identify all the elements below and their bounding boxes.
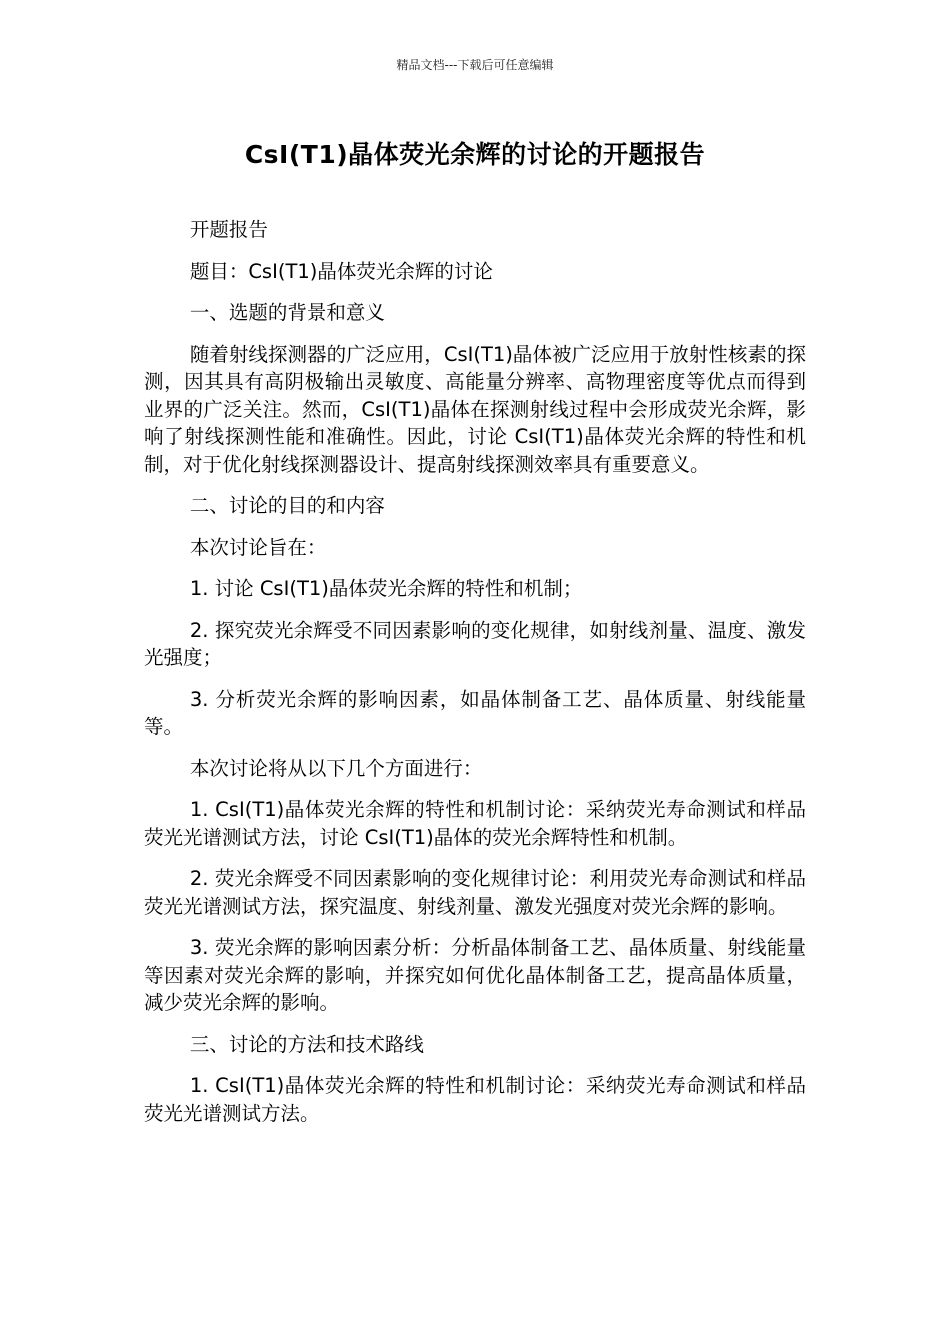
paragraph-aspect-3: 3. 荧光余辉的影响因素分析：分析晶体制备工艺、晶体质量、射线能量等因素对荧光余辉的影响，并探究如何优化晶体制备工艺，提高晶体质量，减少荧光余辉的影响。 bbox=[144, 936, 806, 1014]
section-heading-methods: 三、讨论的方法和技术路线 bbox=[189, 1032, 424, 1056]
document-body bbox=[144, 216, 806, 1141]
paragraph-aim-3: 3. 分析荧光余辉的影响因素，如晶体制备工艺、晶体质量、射线能量等。 bbox=[144, 687, 806, 738]
section-heading-background: 一、选题的背景和意义 bbox=[189, 301, 385, 324]
paragraph-report-label: 开题报告 bbox=[189, 218, 268, 241]
paragraph-aspect-1: 1. CsI(T1)晶体荧光余辉的特性和机制讨论：采纳荧光寿命测试和样品荧光光谱测试方法，讨论 CsI(T1)晶体的荧光余辉特性和机制。 bbox=[144, 798, 806, 849]
paragraph-method-1: 1. CsI(T1)晶体荧光余辉的特性和机制讨论：采纳荧光寿命测试和样品荧光光谱测试方法。 bbox=[144, 1074, 806, 1125]
header-note: 精品文档---下载后可任意编辑 bbox=[396, 58, 554, 72]
section-heading-purpose: 二、讨论的目的和内容 bbox=[189, 494, 385, 517]
paragraph-aim-2: 2. 探究荧光余辉受不同因素影响的变化规律，如射线剂量、温度、激发光强度； bbox=[144, 618, 806, 669]
paragraph-background: 随着射线探测器的广泛应用，CsI(T1)晶体被广泛应用于放射性核素的探测，因其具有高阴极输出灵敏度、高能量分辨率、高物理密度等优点而得到业界的广泛关注。然而，CsI(T1)晶体在探测射线过程中会形成荧光余辉，影响了射线探测性能和准确性。因此，讨论 CsI(T1)晶体荧光余辉的特性和机制，对于优化射线探测器设计、提高射线探测效率具有重要意义。 bbox=[144, 342, 806, 476]
paragraph-aspect-2: 2. 荧光余辉受不同因素影响的变化规律讨论：利用荧光寿命测试和样品荧光光谱测试方法，探究温度、射线剂量、激发光强度对荧光余辉的影响。 bbox=[144, 867, 806, 918]
paragraph-aspects-intro: 本次讨论将从以下几个方面进行： bbox=[189, 756, 483, 780]
paragraph-aims-intro: 本次讨论旨在： bbox=[189, 535, 327, 559]
document-title: CsI(T1)晶体荧光余辉的讨论的开题报告 bbox=[244, 140, 706, 169]
paragraph-topic: 题目：CsI(T1)晶体荧光余辉的讨论 bbox=[189, 259, 493, 283]
paragraph-aim-1: 1. 讨论 CsI(T1)晶体荧光余辉的特性和机制； bbox=[189, 577, 583, 600]
